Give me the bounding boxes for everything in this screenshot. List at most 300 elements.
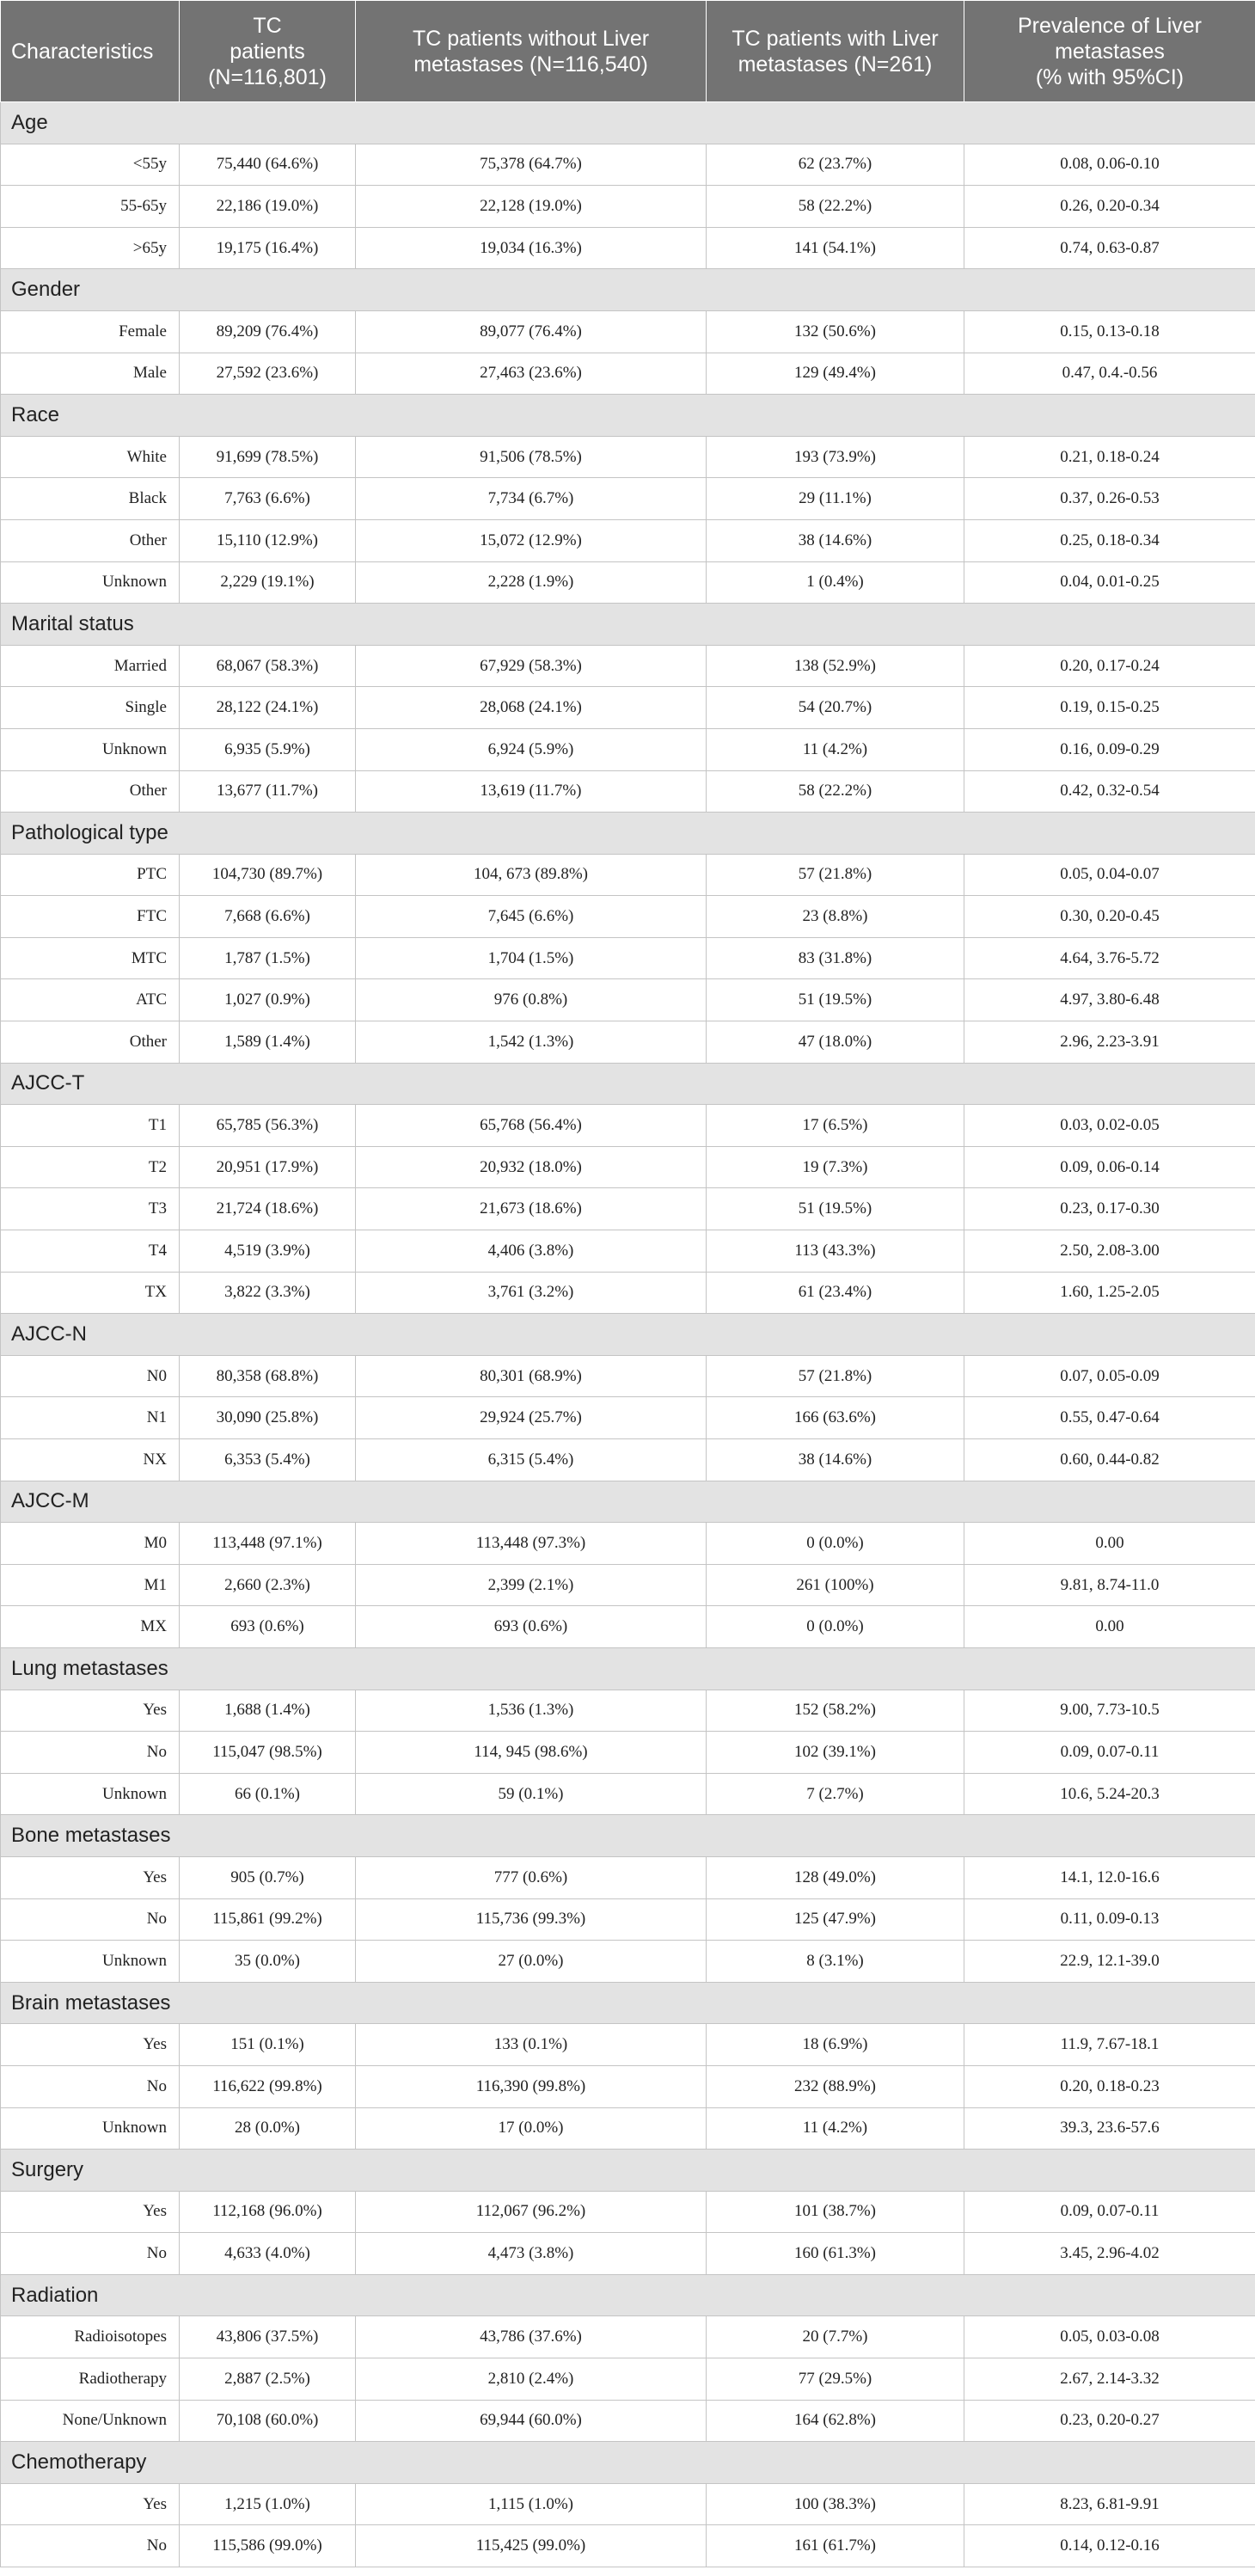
- with-liver-cell: 77 (29.5%): [707, 2358, 964, 2401]
- table-row: [1, 144, 1255, 186]
- tc-patients-cell: 2,887 (2.5%): [180, 2358, 356, 2401]
- table-row: [1, 2483, 1255, 2525]
- section-title: Surgery: [1, 2150, 1255, 2192]
- with-liver-cell: 193 (73.9%): [707, 436, 964, 478]
- header-row: [1, 1, 1255, 102]
- table-row: [1, 1690, 1255, 1732]
- section-row: [1, 102, 1255, 144]
- section-title: AJCC-N: [1, 1314, 1255, 1356]
- with-liver-cell: 38 (14.6%): [707, 519, 964, 561]
- with-liver-cell: 17 (6.5%): [707, 1105, 964, 1147]
- tc-patients-cell: 112,168 (96.0%): [180, 2191, 356, 2233]
- without-liver-cell: 22,128 (19.0%): [356, 186, 707, 228]
- table-row: [1, 561, 1255, 604]
- characteristic-cell: Unknown: [1, 2107, 180, 2150]
- table-row: [1, 1898, 1255, 1941]
- header-prevalence: Prevalence of Liver metastases (% with 95%CI): [964, 1, 1255, 102]
- without-liver-cell: 1,704 (1.5%): [356, 937, 707, 979]
- with-liver-cell: 160 (61.3%): [707, 2233, 964, 2275]
- tc-patients-cell: 75,440 (64.6%): [180, 144, 356, 186]
- with-liver-cell: 128 (49.0%): [707, 1856, 964, 1898]
- prevalence-cell: 14.1, 12.0-16.6: [964, 1856, 1255, 1898]
- characteristic-cell: Other: [1, 770, 180, 813]
- without-liver-cell: 777 (0.6%): [356, 1856, 707, 1898]
- table-row: [1, 1523, 1255, 1565]
- without-liver-cell: 976 (0.8%): [356, 979, 707, 1021]
- tc-patients-cell: 91,699 (78.5%): [180, 436, 356, 478]
- table-row: [1, 353, 1255, 395]
- prevalence-cell: 10.6, 5.24-20.3: [964, 1773, 1255, 1815]
- without-liver-cell: 2,228 (1.9%): [356, 561, 707, 604]
- table-row: [1, 937, 1255, 979]
- with-liver-cell: 11 (4.2%): [707, 2107, 964, 2150]
- table-row: [1, 310, 1255, 353]
- characteristic-cell: Single: [1, 687, 180, 729]
- without-liver-cell: 20,932 (18.0%): [356, 1146, 707, 1188]
- section-row: [1, 1481, 1255, 1523]
- table-row: [1, 1355, 1255, 1397]
- without-liver-cell: 3,761 (3.2%): [356, 1272, 707, 1314]
- characteristic-cell: FTC: [1, 896, 180, 938]
- with-liver-cell: 8 (3.1%): [707, 1941, 964, 1983]
- prevalence-cell: 0.00: [964, 1523, 1255, 1565]
- without-liver-cell: 4,406 (3.8%): [356, 1230, 707, 1273]
- prevalence-cell: 0.00: [964, 1606, 1255, 1648]
- characteristic-cell: Black: [1, 478, 180, 520]
- table-row: [1, 1856, 1255, 1898]
- section-row: [1, 395, 1255, 437]
- tc-patients-cell: 1,589 (1.4%): [180, 1021, 356, 1064]
- tc-patients-cell: 1,027 (0.9%): [180, 979, 356, 1021]
- table-row: [1, 1105, 1255, 1147]
- tc-patients-cell: 6,935 (5.9%): [180, 728, 356, 770]
- with-liver-cell: 261 (100%): [707, 1564, 964, 1606]
- with-liver-cell: 1 (0.4%): [707, 561, 964, 604]
- prevalence-cell: 9.00, 7.73-10.5: [964, 1690, 1255, 1732]
- tc-patients-cell: 3,822 (3.3%): [180, 1272, 356, 1314]
- table-row: [1, 1397, 1255, 1439]
- table-row: [1, 979, 1255, 1021]
- table-row: [1, 2400, 1255, 2442]
- tc-patients-cell: 27,592 (23.6%): [180, 353, 356, 395]
- section-title: AJCC-M: [1, 1481, 1255, 1523]
- with-liver-cell: 58 (22.2%): [707, 770, 964, 813]
- with-liver-cell: 83 (31.8%): [707, 937, 964, 979]
- table-row: [1, 1732, 1255, 1774]
- without-liver-cell: 1,536 (1.3%): [356, 1690, 707, 1732]
- characteristic-cell: Radioisotopes: [1, 2316, 180, 2358]
- characteristic-cell: T4: [1, 1230, 180, 1273]
- prevalence-cell: 0.21, 0.18-0.24: [964, 436, 1255, 478]
- without-liver-cell: 2,399 (2.1%): [356, 1564, 707, 1606]
- tc-patients-cell: 19,175 (16.4%): [180, 227, 356, 269]
- prevalence-cell: 0.60, 0.44-0.82: [964, 1439, 1255, 1481]
- prevalence-cell: 0.15, 0.13-0.18: [964, 310, 1255, 353]
- prevalence-cell: 9.81, 8.74-11.0: [964, 1564, 1255, 1606]
- tc-patients-cell: 115,861 (99.2%): [180, 1898, 356, 1941]
- characteristic-cell: MX: [1, 1606, 180, 1648]
- table-row: [1, 854, 1255, 896]
- prevalence-cell: 2.67, 2.14-3.32: [964, 2358, 1255, 2401]
- without-liver-cell: 13,619 (11.7%): [356, 770, 707, 813]
- tc-patients-cell: 66 (0.1%): [180, 1773, 356, 1815]
- with-liver-cell: 161 (61.7%): [707, 2525, 964, 2567]
- without-liver-cell: 69,944 (60.0%): [356, 2400, 707, 2442]
- without-liver-cell: 7,645 (6.6%): [356, 896, 707, 938]
- prevalence-cell: 0.23, 0.20-0.27: [964, 2400, 1255, 2442]
- characteristic-cell: T3: [1, 1188, 180, 1230]
- table-row: [1, 2525, 1255, 2567]
- table-row: [1, 2024, 1255, 2066]
- tc-patients-cell: 20,951 (17.9%): [180, 1146, 356, 1188]
- section-title: Chemotherapy: [1, 2442, 1255, 2484]
- characteristic-cell: No: [1, 1732, 180, 1774]
- characteristic-cell: 55-65y: [1, 186, 180, 228]
- header-characteristics: Characteristics: [1, 1, 180, 102]
- header-without-liver-metastases: TC patients without Liver metastases (N=116,540): [356, 1, 707, 102]
- section-title: Age: [1, 102, 1255, 144]
- section-title: Marital status: [1, 604, 1255, 646]
- with-liver-cell: 101 (38.7%): [707, 2191, 964, 2233]
- characteristic-cell: Married: [1, 645, 180, 687]
- prevalence-cell: 0.07, 0.05-0.09: [964, 1355, 1255, 1397]
- without-liver-cell: 116,390 (99.8%): [356, 2065, 707, 2107]
- prevalence-cell: 4.64, 3.76-5.72: [964, 937, 1255, 979]
- table-row: [1, 1564, 1255, 1606]
- tc-patients-cell: 28,122 (24.1%): [180, 687, 356, 729]
- characteristic-cell: ATC: [1, 979, 180, 1021]
- without-liver-cell: 693 (0.6%): [356, 1606, 707, 1648]
- without-liver-cell: 115,425 (99.0%): [356, 2525, 707, 2567]
- table-row: [1, 478, 1255, 520]
- with-liver-cell: 54 (20.7%): [707, 687, 964, 729]
- prevalence-cell: 0.04, 0.01-0.25: [964, 561, 1255, 604]
- without-liver-cell: 133 (0.1%): [356, 2024, 707, 2066]
- characteristic-cell: White: [1, 436, 180, 478]
- prevalence-cell: 0.09, 0.07-0.11: [964, 2191, 1255, 2233]
- with-liver-cell: 61 (23.4%): [707, 1272, 964, 1314]
- characteristic-cell: Yes: [1, 2191, 180, 2233]
- section-row: [1, 269, 1255, 311]
- tc-patients-cell: 22,186 (19.0%): [180, 186, 356, 228]
- with-liver-cell: 23 (8.8%): [707, 896, 964, 938]
- with-liver-cell: 57 (21.8%): [707, 854, 964, 896]
- without-liver-cell: 67,929 (58.3%): [356, 645, 707, 687]
- without-liver-cell: 15,072 (12.9%): [356, 519, 707, 561]
- characteristic-cell: Radiotherapy: [1, 2358, 180, 2401]
- tc-patients-cell: 6,353 (5.4%): [180, 1439, 356, 1481]
- with-liver-cell: 19 (7.3%): [707, 1146, 964, 1188]
- without-liver-cell: 6,315 (5.4%): [356, 1439, 707, 1481]
- prevalence-cell: 0.42, 0.32-0.54: [964, 770, 1255, 813]
- prevalence-cell: 8.23, 6.81-9.91: [964, 2483, 1255, 2525]
- without-liver-cell: 104, 673 (89.8%): [356, 854, 707, 896]
- prevalence-cell: 22.9, 12.1-39.0: [964, 1941, 1255, 1983]
- tc-patients-cell: 80,358 (68.8%): [180, 1355, 356, 1397]
- section-title: Bone metastases: [1, 1815, 1255, 1857]
- table-row: [1, 687, 1255, 729]
- without-liver-cell: 7,734 (6.7%): [356, 478, 707, 520]
- characteristic-cell: Unknown: [1, 1773, 180, 1815]
- section-row: [1, 1063, 1255, 1105]
- prevalence-cell: 0.16, 0.09-0.29: [964, 728, 1255, 770]
- with-liver-cell: 11 (4.2%): [707, 728, 964, 770]
- table-row: [1, 1188, 1255, 1230]
- without-liver-cell: 19,034 (16.3%): [356, 227, 707, 269]
- with-liver-cell: 29 (11.1%): [707, 478, 964, 520]
- with-liver-cell: 57 (21.8%): [707, 1355, 964, 1397]
- section-row: [1, 2442, 1255, 2484]
- characteristic-cell: Yes: [1, 2483, 180, 2525]
- without-liver-cell: 6,924 (5.9%): [356, 728, 707, 770]
- without-liver-cell: 112,067 (96.2%): [356, 2191, 707, 2233]
- prevalence-cell: 2.50, 2.08-3.00: [964, 1230, 1255, 1273]
- tc-patients-cell: 905 (0.7%): [180, 1856, 356, 1898]
- with-liver-cell: 138 (52.9%): [707, 645, 964, 687]
- prevalence-cell: 0.23, 0.17-0.30: [964, 1188, 1255, 1230]
- table-row: [1, 2316, 1255, 2358]
- without-liver-cell: 75,378 (64.7%): [356, 144, 707, 186]
- characteristic-cell: Unknown: [1, 1941, 180, 1983]
- tc-patients-cell: 115,047 (98.5%): [180, 1732, 356, 1774]
- prevalence-cell: 3.45, 2.96-4.02: [964, 2233, 1255, 2275]
- without-liver-cell: 114, 945 (98.6%): [356, 1732, 707, 1774]
- section-row: [1, 2274, 1255, 2316]
- prevalence-cell: 0.05, 0.03-0.08: [964, 2316, 1255, 2358]
- section-row: [1, 1314, 1255, 1356]
- section-row: [1, 813, 1255, 855]
- characteristic-cell: Unknown: [1, 728, 180, 770]
- with-liver-cell: 113 (43.3%): [707, 1230, 964, 1273]
- tc-patients-cell: 115,586 (99.0%): [180, 2525, 356, 2567]
- with-liver-cell: 38 (14.6%): [707, 1439, 964, 1481]
- tc-patients-cell: 43,806 (37.5%): [180, 2316, 356, 2358]
- tc-patients-cell: 2,660 (2.3%): [180, 1564, 356, 1606]
- with-liver-cell: 20 (7.7%): [707, 2316, 964, 2358]
- without-liver-cell: 17 (0.0%): [356, 2107, 707, 2150]
- without-liver-cell: 29,924 (25.7%): [356, 1397, 707, 1439]
- without-liver-cell: 21,673 (18.6%): [356, 1188, 707, 1230]
- section-row: [1, 604, 1255, 646]
- characteristic-cell: Yes: [1, 1690, 180, 1732]
- characteristic-cell: MTC: [1, 937, 180, 979]
- prevalence-cell: 0.19, 0.15-0.25: [964, 687, 1255, 729]
- with-liver-cell: 0 (0.0%): [707, 1606, 964, 1648]
- prevalence-cell: 0.09, 0.06-0.14: [964, 1146, 1255, 1188]
- table-row: [1, 1773, 1255, 1815]
- table-row: [1, 186, 1255, 228]
- prevalence-cell: 0.09, 0.07-0.11: [964, 1732, 1255, 1774]
- characteristic-cell: Yes: [1, 1856, 180, 1898]
- without-liver-cell: 28,068 (24.1%): [356, 687, 707, 729]
- table-row: [1, 1146, 1255, 1188]
- characteristic-cell: Other: [1, 1021, 180, 1064]
- prevalence-cell: 0.03, 0.02-0.05: [964, 1105, 1255, 1147]
- characteristic-cell: No: [1, 2525, 180, 2567]
- prevalence-cell: 0.20, 0.17-0.24: [964, 645, 1255, 687]
- characteristic-cell: TX: [1, 1272, 180, 1314]
- with-liver-cell: 7 (2.7%): [707, 1773, 964, 1815]
- without-liver-cell: 43,786 (37.6%): [356, 2316, 707, 2358]
- without-liver-cell: 59 (0.1%): [356, 1773, 707, 1815]
- characteristic-cell: M1: [1, 1564, 180, 1606]
- characteristic-cell: >65y: [1, 227, 180, 269]
- tc-patients-cell: 1,688 (1.4%): [180, 1690, 356, 1732]
- characteristic-cell: M0: [1, 1523, 180, 1565]
- with-liver-cell: 152 (58.2%): [707, 1690, 964, 1732]
- tc-patients-cell: 1,787 (1.5%): [180, 937, 356, 979]
- with-liver-cell: 47 (18.0%): [707, 1021, 964, 1064]
- tc-patients-cell: 15,110 (12.9%): [180, 519, 356, 561]
- section-title: Gender: [1, 269, 1255, 311]
- with-liver-cell: 51 (19.5%): [707, 1188, 964, 1230]
- characteristic-cell: Female: [1, 310, 180, 353]
- table-row: [1, 2065, 1255, 2107]
- table-row: [1, 728, 1255, 770]
- table-row: [1, 227, 1255, 269]
- tc-patients-cell: 7,763 (6.6%): [180, 478, 356, 520]
- characteristic-cell: T1: [1, 1105, 180, 1147]
- characteristic-cell: T2: [1, 1146, 180, 1188]
- without-liver-cell: 113,448 (97.3%): [356, 1523, 707, 1565]
- tc-patients-cell: 13,677 (11.7%): [180, 770, 356, 813]
- characteristic-cell: N1: [1, 1397, 180, 1439]
- table-row: [1, 770, 1255, 813]
- characteristic-cell: Male: [1, 353, 180, 395]
- section-title: AJCC-T: [1, 1063, 1255, 1105]
- section-row: [1, 1647, 1255, 1690]
- table-row: [1, 1606, 1255, 1648]
- tc-patients-cell: 68,067 (58.3%): [180, 645, 356, 687]
- prevalence-cell: 1.60, 1.25-2.05: [964, 1272, 1255, 1314]
- with-liver-cell: 100 (38.3%): [707, 2483, 964, 2525]
- table-header: [1, 1, 1255, 102]
- tc-patients-cell: 1,215 (1.0%): [180, 2483, 356, 2525]
- with-liver-cell: 18 (6.9%): [707, 2024, 964, 2066]
- with-liver-cell: 232 (88.9%): [707, 2065, 964, 2107]
- tc-patients-cell: 104,730 (89.7%): [180, 854, 356, 896]
- tc-patients-cell: 151 (0.1%): [180, 2024, 356, 2066]
- table-row: [1, 2191, 1255, 2233]
- with-liver-cell: 62 (23.7%): [707, 144, 964, 186]
- with-liver-cell: 51 (19.5%): [707, 979, 964, 1021]
- without-liver-cell: 27 (0.0%): [356, 1941, 707, 1983]
- tc-patients-cell: 4,519 (3.9%): [180, 1230, 356, 1273]
- prevalence-cell: 0.37, 0.26-0.53: [964, 478, 1255, 520]
- prevalence-cell: 4.97, 3.80-6.48: [964, 979, 1255, 1021]
- tc-patients-cell: 4,633 (4.0%): [180, 2233, 356, 2275]
- table-row: [1, 1230, 1255, 1273]
- tc-patients-cell: 30,090 (25.8%): [180, 1397, 356, 1439]
- prevalence-cell: 0.25, 0.18-0.34: [964, 519, 1255, 561]
- without-liver-cell: 4,473 (3.8%): [356, 2233, 707, 2275]
- table-row: [1, 2358, 1255, 2401]
- tc-patients-cell: 693 (0.6%): [180, 1606, 356, 1648]
- without-liver-cell: 89,077 (76.4%): [356, 310, 707, 353]
- tc-patients-cell: 65,785 (56.3%): [180, 1105, 356, 1147]
- without-liver-cell: 1,115 (1.0%): [356, 2483, 707, 2525]
- tc-patients-cell: 113,448 (97.1%): [180, 1523, 356, 1565]
- characteristic-cell: Yes: [1, 2024, 180, 2066]
- prevalence-cell: 39.3, 23.6-57.6: [964, 2107, 1255, 2150]
- characteristic-cell: <55y: [1, 144, 180, 186]
- characteristic-cell: Other: [1, 519, 180, 561]
- header-with-liver-metastases: TC patients with Liver metastases (N=261): [707, 1, 964, 102]
- prevalence-cell: 0.30, 0.20-0.45: [964, 896, 1255, 938]
- table-row: [1, 519, 1255, 561]
- with-liver-cell: 0 (0.0%): [707, 1523, 964, 1565]
- section-row: [1, 1982, 1255, 2024]
- without-liver-cell: 91,506 (78.5%): [356, 436, 707, 478]
- prevalence-cell: 0.74, 0.63-0.87: [964, 227, 1255, 269]
- table-row: [1, 1941, 1255, 1983]
- section-row: [1, 2150, 1255, 2192]
- tc-patients-cell: 70,108 (60.0%): [180, 2400, 356, 2442]
- tc-patients-cell: 89,209 (76.4%): [180, 310, 356, 353]
- section-title: Radiation: [1, 2274, 1255, 2316]
- characteristic-cell: No: [1, 2233, 180, 2275]
- section-title: Lung metastases: [1, 1647, 1255, 1690]
- prevalence-cell: 0.05, 0.04-0.07: [964, 854, 1255, 896]
- table-row: [1, 1021, 1255, 1064]
- with-liver-cell: 164 (62.8%): [707, 2400, 964, 2442]
- characteristic-cell: Unknown: [1, 561, 180, 604]
- without-liver-cell: 2,810 (2.4%): [356, 2358, 707, 2401]
- characteristic-cell: No: [1, 2065, 180, 2107]
- characteristic-cell: No: [1, 1898, 180, 1941]
- prevalence-cell: 0.26, 0.20-0.34: [964, 186, 1255, 228]
- tc-patients-cell: 21,724 (18.6%): [180, 1188, 356, 1230]
- table-row: [1, 2233, 1255, 2275]
- characteristic-cell: NX: [1, 1439, 180, 1481]
- table-row: [1, 1439, 1255, 1481]
- header-tc-patients: TC patients (N=116,801): [180, 1, 356, 102]
- table-row: [1, 2107, 1255, 2150]
- section-row: [1, 1815, 1255, 1857]
- with-liver-cell: 129 (49.4%): [707, 353, 964, 395]
- without-liver-cell: 27,463 (23.6%): [356, 353, 707, 395]
- without-liver-cell: 65,768 (56.4%): [356, 1105, 707, 1147]
- prevalence-cell: 0.20, 0.18-0.23: [964, 2065, 1255, 2107]
- section-title: Pathological type: [1, 813, 1255, 855]
- table-row: [1, 896, 1255, 938]
- tc-patients-cell: 7,668 (6.6%): [180, 896, 356, 938]
- with-liver-cell: 132 (50.6%): [707, 310, 964, 353]
- tc-patients-cell: 2,229 (19.1%): [180, 561, 356, 604]
- with-liver-cell: 166 (63.6%): [707, 1397, 964, 1439]
- prevalence-cell: 0.47, 0.4.-0.56: [964, 353, 1255, 395]
- with-liver-cell: 58 (22.2%): [707, 186, 964, 228]
- prevalence-cell: 0.11, 0.09-0.13: [964, 1898, 1255, 1941]
- tc-patients-cell: 35 (0.0%): [180, 1941, 356, 1983]
- with-liver-cell: 125 (47.9%): [707, 1898, 964, 1941]
- section-title: Brain metastases: [1, 1982, 1255, 2024]
- with-liver-cell: 141 (54.1%): [707, 227, 964, 269]
- without-liver-cell: 115,736 (99.3%): [356, 1898, 707, 1941]
- characteristic-cell: N0: [1, 1355, 180, 1397]
- table-row: [1, 645, 1255, 687]
- without-liver-cell: 1,542 (1.3%): [356, 1021, 707, 1064]
- characteristic-cell: None/Unknown: [1, 2400, 180, 2442]
- section-title: Race: [1, 395, 1255, 437]
- table-row: [1, 436, 1255, 478]
- prevalence-cell: 2.96, 2.23-3.91: [964, 1021, 1255, 1064]
- table-row: [1, 1272, 1255, 1314]
- tc-patients-cell: 116,622 (99.8%): [180, 2065, 356, 2107]
- with-liver-cell: 102 (39.1%): [707, 1732, 964, 1774]
- without-liver-cell: 80,301 (68.9%): [356, 1355, 707, 1397]
- prevalence-cell: 0.08, 0.06-0.10: [964, 144, 1255, 186]
